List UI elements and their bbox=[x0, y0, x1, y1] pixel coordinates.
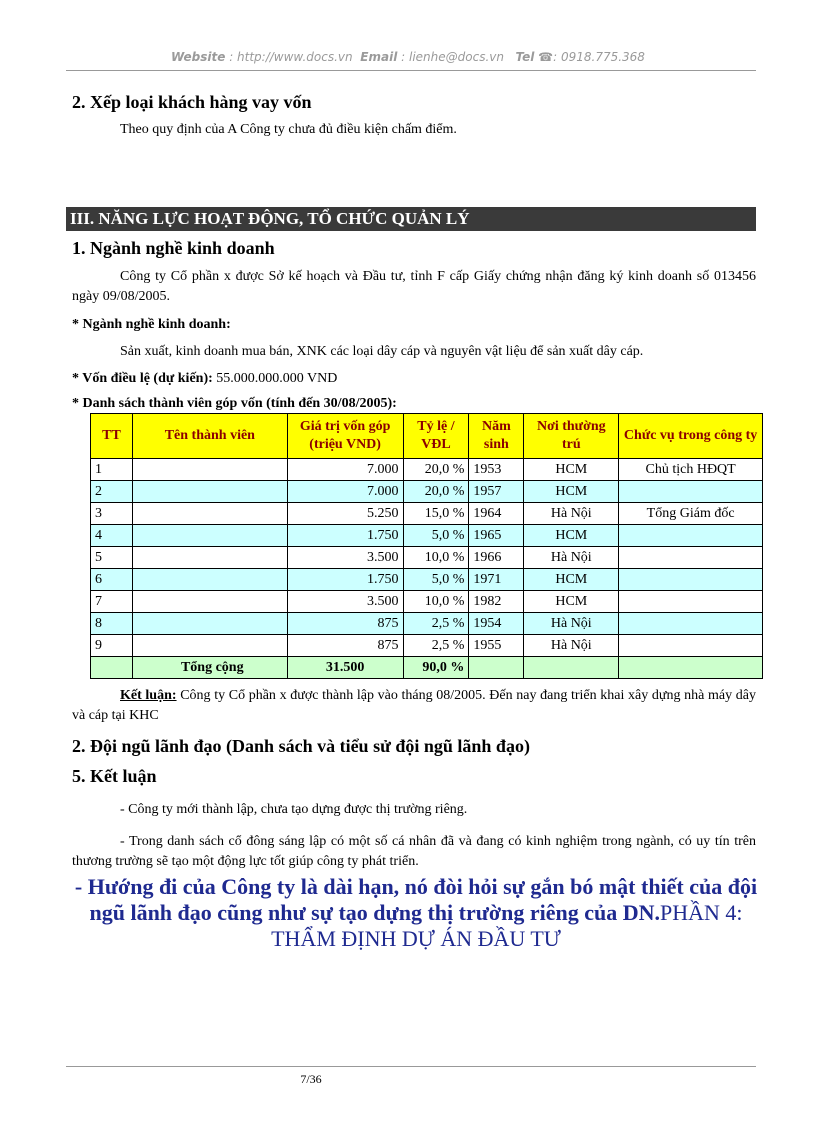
cell-tt: 5 bbox=[91, 547, 133, 569]
cell-ratio: 2,5 % bbox=[403, 613, 469, 635]
cell-residence: Hà Nội bbox=[524, 613, 619, 635]
table-total-row bbox=[91, 657, 763, 679]
col-header: Năm sinh bbox=[469, 414, 524, 459]
cell-year: 1957 bbox=[469, 481, 524, 503]
cell-value: 7.000 bbox=[287, 459, 403, 481]
cell-tt: 1 bbox=[91, 459, 133, 481]
total-label: Tổng cộng bbox=[132, 657, 287, 679]
nganh-label: * Ngành nghề kinh doanh: bbox=[72, 317, 231, 332]
cell-year: 1955 bbox=[469, 635, 524, 657]
nganh-text: Sản xuất, kinh doanh mua bán, XNK các loại dây cáp và nguyên vật liệu để sản xuất dây cáp. bbox=[120, 344, 644, 359]
footer-divider bbox=[66, 1066, 756, 1067]
ket-luan-paragraph bbox=[72, 686, 756, 726]
cell-ratio: 20,0 % bbox=[403, 481, 469, 503]
cell-name bbox=[132, 547, 287, 569]
tel-value: : 0918.775.368 bbox=[553, 50, 645, 64]
bullet-1: - Công ty mới thành lập, chưa tạo dựng được thị trường riêng. bbox=[120, 802, 468, 817]
big-summary-text: - Hướng đi của Công ty là dài hạn, nó đòi hỏi sự gắn bó mật thiết của đội ngũ lãnh đạo cũng như sự tạo dựng thị trường riêng của DN. bbox=[74, 874, 758, 925]
page-header bbox=[0, 50, 816, 64]
table-row bbox=[91, 525, 763, 547]
cell-position bbox=[619, 481, 763, 503]
cell-position bbox=[619, 635, 763, 657]
cell-position bbox=[619, 547, 763, 569]
cell-year: 1954 bbox=[469, 613, 524, 635]
cell-name bbox=[132, 525, 287, 547]
ket-luan-label: Kết luận: bbox=[120, 688, 177, 703]
cell-tt: 4 bbox=[91, 525, 133, 547]
cell-year: 1953 bbox=[469, 459, 524, 481]
member-table bbox=[90, 413, 763, 679]
cell-name bbox=[132, 503, 287, 525]
cell-position: Chủ tịch HĐQT bbox=[619, 459, 763, 481]
cell-year: 1971 bbox=[469, 569, 524, 591]
col-header: Chức vụ trong công ty bbox=[619, 414, 763, 459]
cell-tt bbox=[91, 657, 133, 679]
cell-name bbox=[132, 459, 287, 481]
cell-tt: 7 bbox=[91, 591, 133, 613]
table-row bbox=[91, 481, 763, 503]
cell-tt: 3 bbox=[91, 503, 133, 525]
cell-ratio: 5,0 % bbox=[403, 525, 469, 547]
cell-name bbox=[132, 481, 287, 503]
cell-residence: HCM bbox=[524, 459, 619, 481]
cell-residence: Hà Nội bbox=[524, 503, 619, 525]
header-divider bbox=[66, 70, 756, 71]
cell-ratio: 10,0 % bbox=[403, 591, 469, 613]
bullet-2: - Trong danh sách cổ đông sáng lập có một số cá nhân đã và đang có kinh nghiệm trong ngành, có uy tín trên thương trường sẽ tạo một động lực tốt giúp công ty phát triển. bbox=[72, 834, 756, 869]
cell-ratio: 5,0 % bbox=[403, 569, 469, 591]
total-value: 31.500 bbox=[287, 657, 403, 679]
email-value[interactable]: : lienhe@docs.vn bbox=[401, 50, 504, 64]
col-header: Nơi thường trú bbox=[524, 414, 619, 459]
cell-residence bbox=[524, 657, 619, 679]
cell-tt: 9 bbox=[91, 635, 133, 657]
cell-residence: Hà Nội bbox=[524, 635, 619, 657]
xep-loai-text: Theo quy định của A Công ty chưa đủ điều kiện chấm điểm. bbox=[120, 122, 457, 137]
email-label: Email bbox=[360, 50, 398, 64]
cell-value: 1.750 bbox=[287, 569, 403, 591]
cell-name bbox=[132, 569, 287, 591]
cell-value: 875 bbox=[287, 635, 403, 657]
cell-position bbox=[619, 591, 763, 613]
tel-label: Tel bbox=[515, 50, 535, 64]
cell-position bbox=[619, 525, 763, 547]
cell-value: 7.000 bbox=[287, 481, 403, 503]
website-value[interactable]: : http://www.docs.vn bbox=[229, 50, 353, 64]
cell-position: Tổng Giám đốc bbox=[619, 503, 763, 525]
big-summary bbox=[66, 874, 766, 952]
total-ratio: 90,0 % bbox=[403, 657, 469, 679]
cell-tt: 6 bbox=[91, 569, 133, 591]
website-label: Website bbox=[171, 50, 226, 64]
heading-doi-ngu: 2. Đội ngũ lãnh đạo (Danh sách và tiểu sử đội ngũ lãnh đạo) bbox=[72, 736, 530, 756]
cell-name bbox=[132, 635, 287, 657]
nganh-nghe-text: Công ty Cổ phần x được Sở kế hoạch và Đầu tư, tỉnh F cấp Giấy chứng nhận đăng ký kinh doanh số 013456 ngày 09/08/2005. bbox=[72, 269, 756, 304]
von-dieu-le bbox=[72, 369, 337, 389]
phone-icon: ☎ bbox=[538, 50, 554, 64]
table-row bbox=[91, 635, 763, 657]
heading-xep-loai: 2. Xếp loại khách hàng vay vốn bbox=[72, 92, 312, 112]
cell-position bbox=[619, 657, 763, 679]
cell-tt: 8 bbox=[91, 613, 133, 635]
part4-title: PHẦN 4: THẨM ĐỊNH DỰ ÁN ĐẦU TƯ bbox=[271, 900, 743, 951]
col-header: Tỷ lệ / VĐL bbox=[403, 414, 469, 459]
cell-ratio: 10,0 % bbox=[403, 547, 469, 569]
table-row bbox=[91, 547, 763, 569]
table-row bbox=[91, 591, 763, 613]
cell-year: 1964 bbox=[469, 503, 524, 525]
cell-name bbox=[132, 591, 287, 613]
page-number: 7/36 bbox=[300, 1072, 322, 1086]
cell-year: 1965 bbox=[469, 525, 524, 547]
cell-value: 875 bbox=[287, 613, 403, 635]
table-row bbox=[91, 503, 763, 525]
cell-ratio: 2,5 % bbox=[403, 635, 469, 657]
cell-value: 3.500 bbox=[287, 547, 403, 569]
col-header: TT bbox=[91, 414, 133, 459]
ket-luan-text: Công ty Cổ phần x được thành lập vào tháng 08/2005. Đến nay đang triển khai xây dựng nhà máy dây và cáp tại KHC bbox=[72, 688, 756, 723]
cell-position bbox=[619, 569, 763, 591]
heading-ket-luan: 5. Kết luận bbox=[72, 766, 157, 786]
cell-year: 1966 bbox=[469, 547, 524, 569]
table-header-row bbox=[91, 414, 763, 459]
table-row bbox=[91, 613, 763, 635]
cell-tt: 2 bbox=[91, 481, 133, 503]
cell-ratio: 20,0 % bbox=[403, 459, 469, 481]
cell-residence: HCM bbox=[524, 525, 619, 547]
col-header: Giá trị vốn góp (triệu VND) bbox=[287, 414, 403, 459]
cell-residence: HCM bbox=[524, 569, 619, 591]
cell-residence: Hà Nội bbox=[524, 547, 619, 569]
danh-sach-label: * Danh sách thành viên góp vốn (tính đến 30/08/2005): bbox=[72, 396, 397, 411]
cell-value: 3.500 bbox=[287, 591, 403, 613]
section-title-bar: III. NĂNG LỰC HOẠT ĐỘNG, TỔ CHỨC QUẢN LÝ bbox=[66, 207, 756, 231]
cell-year: 1982 bbox=[469, 591, 524, 613]
cell-year bbox=[469, 657, 524, 679]
von-value: 55.000.000.000 VND bbox=[216, 371, 338, 386]
von-label: * Vốn điều lệ (dự kiến): bbox=[72, 371, 213, 386]
cell-ratio: 15,0 % bbox=[403, 503, 469, 525]
cell-name bbox=[132, 613, 287, 635]
cell-value: 1.750 bbox=[287, 525, 403, 547]
heading-nganh-nghe: 1. Ngành nghề kinh doanh bbox=[72, 238, 275, 258]
table-row bbox=[91, 569, 763, 591]
cell-residence: HCM bbox=[524, 481, 619, 503]
cell-residence: HCM bbox=[524, 591, 619, 613]
table-row bbox=[91, 459, 763, 481]
col-header: Tên thành viên bbox=[132, 414, 287, 459]
cell-value: 5.250 bbox=[287, 503, 403, 525]
cell-position bbox=[619, 613, 763, 635]
